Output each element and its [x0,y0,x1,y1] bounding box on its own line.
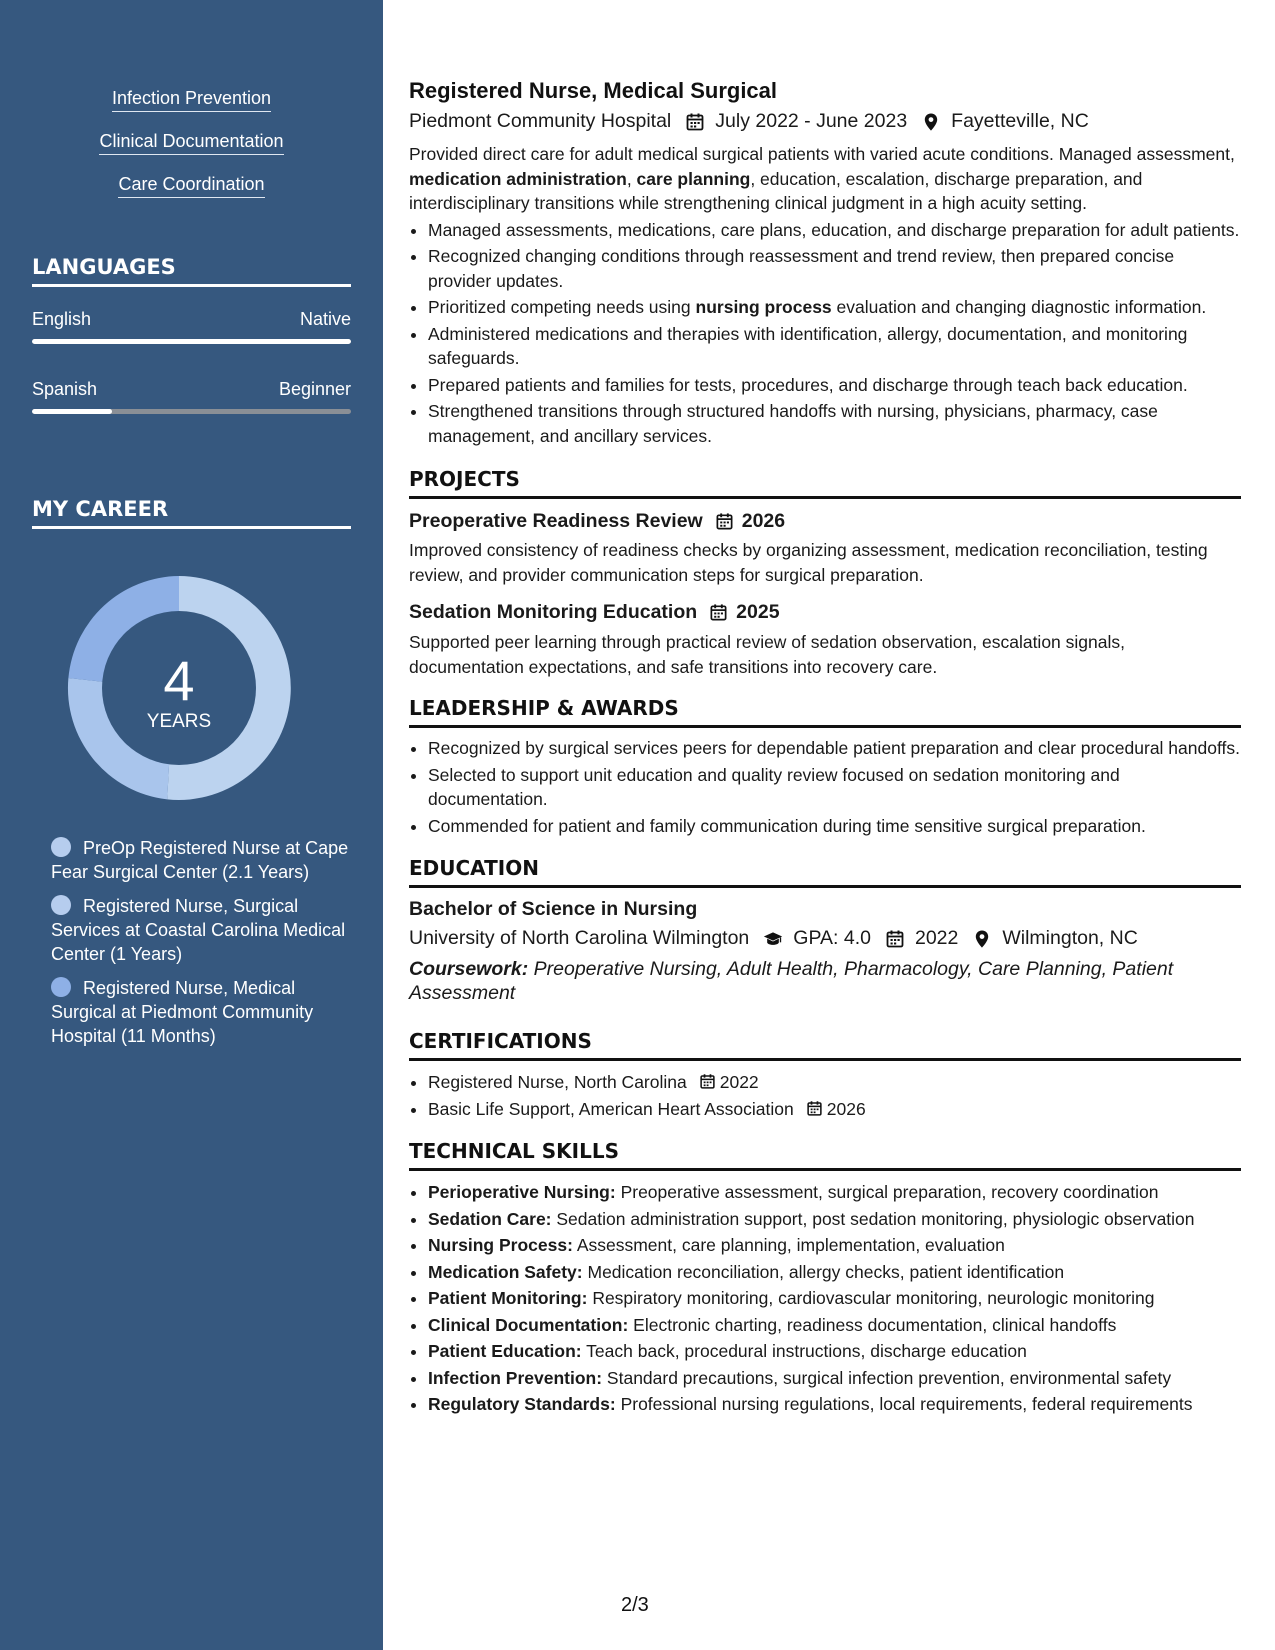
career-dot-icon [51,837,71,857]
project-year: 2025 [736,601,780,623]
degree-name: Bachelor of Science in Nursing [409,898,698,920]
language-proficiency-fill [32,339,351,344]
job-location: Fayetteville, NC [951,110,1089,132]
certification-item [428,1097,1241,1122]
skill-text: Teach back, procedural instructions, discharge education [586,1341,1027,1361]
project-description: Improved consistency of readiness checks by organizing assessment, medication reconciliation, testing review, and provider communication steps for surgical preparation. [409,540,1208,585]
job-entry [409,78,1241,448]
career-years-label: YEARS [146,711,212,732]
location-pin-icon [921,112,941,132]
skill-text: Standard precautions, surgical infection prevention, environmental safety [606,1367,1172,1388]
career-years-value: 4 [163,649,195,712]
job-bullet [428,373,1241,398]
technical-skills-list [409,1180,1241,1417]
education-gpa: GPA: 4.0 [793,927,871,949]
skill-label: Sedation Care: [428,1208,552,1229]
languages-heading: LANGUAGES [32,255,351,287]
technical-skill-item [428,1260,1241,1285]
certification-item [428,1070,1241,1095]
career-item-text: Registered Nurse, Surgical Services at Coastal Carolina Medical Center (1 Years) [51,896,346,964]
career-dot-icon [51,977,71,997]
job-meta [409,110,1241,133]
job-bullets [409,218,1241,449]
education-coursework [409,957,1241,1005]
career-list [51,836,351,1058]
calendar-icon [685,112,705,132]
project-year: 2026 [741,510,786,532]
career-item [51,976,351,1048]
skill-tag-clinical-documentation[interactable]: Clinical Documentation [99,131,283,155]
technical-skill-item [428,1339,1241,1364]
technical-skills-heading: TECHNICAL SKILLS [409,1139,1241,1171]
skill-text: Professional nursing regulations, local requirements, federal requirements [620,1394,1193,1414]
certification-name: Registered Nurse, North Carolina [428,1072,687,1092]
language-name: English [32,309,92,329]
leadership-heading: LEADERSHIP & AWARDS [409,696,1241,728]
skill-label: Clinical Documentation: [428,1314,629,1335]
skill-tag-infection-prevention[interactable]: Infection Prevention [112,88,271,112]
technical-skill-item [428,1180,1241,1205]
location-pin-icon [972,929,992,949]
career-item-text: Registered Nurse, Medical Surgical at Piedmont Community Hospital (11 Months) [51,978,314,1046]
sidebar [0,0,383,1650]
skill-text: Electronic charting, readiness documentation, clinical handoffs [633,1314,1117,1335]
skill-label: Regulatory Standards: [428,1394,616,1414]
calendar-icon [715,512,734,531]
skill-tag-care-coordination[interactable]: Care Coordination [118,174,264,198]
calendar-icon [885,929,905,949]
career-donut-chart [66,575,292,801]
project-title: Sedation Monitoring Education [409,601,698,623]
education-section [409,856,1241,1005]
certifications-list [409,1070,1241,1121]
job-bullet-text: evaluation and changing diagnostic information. [831,297,1207,317]
language-name: Spanish [32,379,98,399]
technical-skill-item [428,1313,1241,1338]
certification-name: Basic Life Support, American Heart Association [428,1098,794,1119]
main-content [409,78,1241,1419]
career-dot-icon [51,895,71,915]
education-school: University of North Carolina Wilmington [409,927,750,949]
job-bullet-text: Recognized changing conditions through reassessment and trend review, then prepared concise provider updates. [428,246,1175,291]
language-proficiency-bar [32,339,351,344]
job-bullet-text: Strengthened transitions through structured handoffs with nursing, physicians, pharmacy, case management, and ancillary services. [428,401,1158,446]
skill-text: Preoperative assessment, surgical preparation, recovery coordination [620,1182,1159,1202]
education-location: Wilmington, NC [1002,927,1138,949]
job-bullet [428,399,1241,448]
job-bullet [428,295,1241,320]
language-level: Beginner [278,379,351,399]
coursework-label: Coursework: [409,958,529,980]
job-bullet [428,322,1241,371]
job-summary-highlight: medication administration [409,168,627,189]
job-dates: July 2022 - June 2023 [715,110,908,132]
leadership-section [409,696,1241,838]
certifications-section [409,1029,1241,1121]
leadership-item: • Commended for patient and family communication during time sensitive surgical preparation. [428,814,1241,839]
technical-skill-item [428,1286,1241,1311]
language-level: Native [299,309,351,329]
certification-year: 2022 [719,1072,759,1092]
coursework-text: Preoperative Nursing, Adult Health, Pharmacology, Care Planning, Patient Assessment [409,958,1174,1004]
career-item-text: PreOp Registered Nurse at Cape Fear Surgical Center (2.1 Years) [51,838,349,882]
leadership-item: • Selected to support unit education and quality review focused on sedation monitoring and documentation. [428,763,1241,812]
skill-label: Patient Monitoring: [428,1288,588,1308]
page-number: 2/3 [621,1594,649,1616]
skill-text: Assessment, care planning, implementation, evaluation [576,1235,1005,1255]
job-bullet [428,218,1241,243]
education-year: 2022 [914,927,959,949]
career-item [51,894,351,966]
language-spanish [32,379,351,414]
job-summary-text: Provided direct care for adult medical surgical patients with varied acute conditions. Managed assessment, [409,144,1235,164]
career-heading: MY CAREER [32,497,351,529]
leadership-item: • Recognized by surgical services peers for dependable patient preparation and clear procedural handoffs. [428,736,1241,761]
job-bullet-text: Prioritized competing needs using [428,297,696,317]
skill-label: Patient Education: [428,1341,582,1361]
certifications-heading: CERTIFICATIONS [409,1029,1241,1061]
skill-label: Infection Prevention: [428,1367,603,1388]
certification-year: 2026 [826,1098,866,1119]
technical-skill-item [428,1233,1241,1258]
skill-label: Medication Safety: [428,1261,583,1282]
skill-label: Perioperative Nursing: [428,1182,616,1202]
leadership-list [409,736,1241,838]
job-bullet-text: Prepared patients and families for tests, procedures, and discharge through teach back education. [428,374,1188,395]
job-summary-text: , education, escalation, discharge preparation, and interdisciplinary transitions while strengthening clinical judgment in a high acuity setting. [409,168,1143,213]
skill-text: Sedation administration support, post sedation monitoring, physiologic observation [556,1208,1195,1229]
career-item [51,836,351,884]
job-employer: Piedmont Community Hospital [409,110,672,132]
skill-text: Medication reconciliation, allergy checks, patient identification [587,1261,1065,1282]
projects-section [409,467,1241,679]
job-bullet-text: Administered medications and therapies with identification, allergy, documentation, and monitoring safeguards. [428,323,1188,368]
project-item [409,510,1241,587]
calendar-icon [699,1073,716,1090]
project-item [409,601,1241,679]
language-proficiency-fill [32,409,112,414]
graduation-cap-icon [763,929,783,949]
calendar-icon [709,603,728,622]
language-proficiency-bar [32,409,351,414]
project-description: Supported peer learning through practical review of sedation observation, escalation signals, documentation expectations, and safe transitions into recovery care. [409,632,1125,677]
language-english [32,309,351,344]
skill-tags [0,88,383,217]
job-title: Registered Nurse, Medical Surgical [409,78,778,103]
job-bullet-highlight: nursing process [695,297,832,317]
technical-skill-item [428,1392,1241,1417]
job-bullet [428,244,1241,293]
technical-skill-item [428,1207,1241,1232]
technical-skill-item [428,1366,1241,1391]
job-summary [409,142,1241,216]
project-title: Preoperative Readiness Review [409,510,703,532]
education-heading: EDUCATION [409,856,1241,888]
job-summary-highlight: care planning [636,168,751,189]
projects-heading: PROJECTS [409,467,1241,499]
calendar-icon [806,1100,823,1117]
skill-label: Nursing Process: [428,1235,573,1255]
education-degree [409,898,1241,921]
skill-text: Respiratory monitoring, cardiovascular monitoring, neurologic monitoring [592,1288,1155,1308]
job-summary-text: , [626,168,637,189]
education-meta [409,927,1241,950]
technical-skills-section [409,1139,1241,1417]
job-bullet-text: Managed assessments, medications, care plans, education, and discharge preparation for adult patients. [428,219,1240,240]
